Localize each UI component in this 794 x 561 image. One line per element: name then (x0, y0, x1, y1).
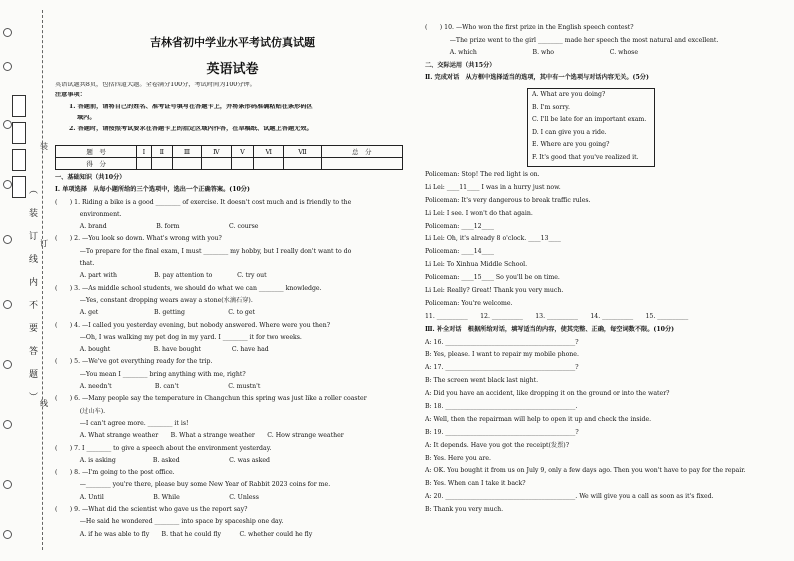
dialogue-line: Policeman: You're welcome. (425, 299, 513, 307)
binding-hole (3, 360, 12, 369)
score-table-header-row (56, 146, 403, 158)
score-header-cell: Ⅵ (254, 146, 284, 158)
question-line: A. bought B. have bought C. have had (55, 346, 269, 354)
question-line: A. get B. getting C. to get (55, 309, 255, 317)
notice-1b: 域内。 (77, 115, 96, 121)
binding-hole (3, 300, 12, 309)
question-line: environment. (55, 210, 122, 218)
score-cell[interactable] (151, 158, 173, 170)
option-item: B. I'm sorry. (532, 103, 570, 111)
option-item: A. What are you doing? (532, 91, 606, 98)
question-line: A. is asking B. asked C. was asked (55, 456, 270, 464)
dialogue-line: B: Yes, please. I want to repair my mobile phone. (425, 351, 579, 359)
question-line: A. needn't B. can't C. mustn't (55, 383, 261, 391)
dialogue-line: Ⅲ. 补全对话 根据所给对话，填写适当的内容，使其完整、正确，每空词数不限。(10分) (425, 325, 675, 333)
question-line: (过山车). (55, 407, 106, 415)
score-header-cell: Ⅲ (173, 146, 202, 158)
question-line: ( ) 7. I ________ to give a speech about the environment yesterday. (55, 444, 272, 452)
name-box[interactable] (12, 149, 26, 171)
exam-subject: 英语试卷 (206, 62, 259, 77)
binding-hole (3, 120, 12, 129)
score-cell[interactable] (137, 158, 151, 170)
score-header-cell: 题 号 (56, 146, 137, 158)
question-line: —Oh, I was walking my pet dog in my yard. I ________ it for two weeks. (55, 333, 302, 341)
question-line: ( ) 9. —What did the scientist who gave us the report say? (55, 506, 248, 514)
score-table (55, 145, 403, 170)
dialogue-line: A: 17. __________________________________________? (425, 364, 579, 372)
score-cell[interactable] (201, 158, 231, 170)
question-line: A. if he was able to fly B. that he could fly C. whether could he fly (55, 530, 313, 538)
binding-hole (3, 420, 12, 429)
question-line: that. (55, 260, 95, 268)
dialogue-line: A: OK. You bought it from us on July 9, only a few days ago. Then you won't have to pay for the repair. (425, 467, 746, 475)
dialogue-line: Li Lei: To Xinhua Middle School. (425, 261, 528, 269)
binding-hole (3, 480, 12, 489)
dialogue-line: Li Lei: Really? Great! Thank you very much. (425, 287, 564, 295)
question-line: A. brand B. form C. course (55, 223, 259, 231)
dialogue-line: B: Thank you very much. (425, 506, 504, 514)
question-line: ( ) 10. —Who won the first prize in the English speech contest? (425, 24, 634, 31)
question-line: ( ) 2. —You look so down. What's wrong with you? (55, 235, 222, 243)
binding-margin (0, 0, 52, 561)
score-header-cell: Ⅱ (151, 146, 173, 158)
exam-number-box[interactable] (12, 176, 26, 198)
bind-mark-zhuang: 装 (40, 142, 48, 151)
score-cell[interactable] (173, 158, 202, 170)
dialogue-line: Li Lei: ____11____ I was in a hurry just now. (425, 183, 561, 191)
school-box[interactable] (12, 95, 26, 117)
dialogue-line: B: Yes. Here you are. (425, 454, 492, 462)
question-line: ( ) 8. —I'm going to the post office. (55, 469, 175, 477)
dialogue-line: A: It depends. Have you got the receipt(发票)? (425, 441, 570, 449)
dialogue-line: Policeman: ____12____ (425, 222, 494, 230)
question-line: —I can't agree more. ________ it is! (55, 419, 189, 427)
score-header-cell: Ⅳ (201, 146, 231, 158)
question-line: A. part with B. pay attention to C. try out (55, 272, 267, 280)
dialogue-line: B: The screen went black last night. (425, 377, 539, 385)
right-dialogue-section (425, 169, 790, 517)
question-line: —You mean I ________ bring anything with me, right? (55, 370, 246, 378)
question-line: ( ) 5. —We've got everything ready for the trip. (55, 358, 213, 366)
dialogue-line: Policeman: It's very dangerous to break traffic rules. (425, 196, 591, 204)
notice-label: 注意事项： (55, 92, 86, 98)
binding-hole (3, 235, 12, 244)
question-line: A. What strange weather B. What a strange weather C. How strange weather (55, 432, 344, 440)
exam-title: 吉林省初中学业水平考试仿真试题 (150, 36, 315, 49)
question-line: Ⅰ. 单项选择 从每小题所给的三个选项中，选出一个正确答案。(10分) (55, 186, 250, 194)
notice-2: 2. 答题时，请按照考试要求在答题卡上的指定区域内作答，在草稿纸、试题上答题无效。 (69, 126, 313, 132)
question-line: A. Until B. While C. Unless (55, 493, 259, 501)
question-line: A. which B. who C. whose (425, 49, 639, 56)
binding-hole (3, 28, 12, 37)
dialogue-line: Policeman: ____15____ So you'll be on time. (425, 274, 560, 282)
question-line: —He said he wondered ________ into space by spaceship one day. (55, 518, 284, 526)
dialogue-line: Policeman: Stop! The red light is on. (425, 171, 540, 178)
question-line: —________ you're there, please buy some New Year of Rabbit 2023 coins for me. (55, 481, 331, 489)
question-line: —Yes, constant dropping wears away a stone(水滴石穿). (55, 296, 253, 304)
dialogue-line: 11. __________ 12. __________ 13. __________ 14. __________ 15. __________ (425, 312, 689, 320)
binding-vertical-notice: （装订线内不要答题） (27, 185, 37, 415)
binding-dashed-line (42, 10, 43, 550)
question-line: 一、基础知识（共10分） (55, 174, 126, 181)
dialogue-line: B: Yes. When can I take it back? (425, 480, 526, 488)
part1-questions (55, 172, 410, 541)
option-item: D. I can give you a ride. (532, 128, 607, 136)
score-cell[interactable] (284, 158, 321, 170)
option-item: E. Where are you going? (532, 141, 610, 149)
score-header-cell: 总 分 (321, 146, 402, 158)
score-cell[interactable] (254, 158, 284, 170)
score-header-cell: Ⅰ (137, 146, 151, 158)
left-column (55, 0, 410, 137)
binding-hole (3, 530, 12, 539)
dialogue-line: B: 18. __________________________________________. (425, 403, 578, 411)
bind-mark-ding: 订 (40, 239, 48, 248)
dialogue-line: Li Lei: I see. I won't do that again. (425, 209, 533, 217)
option-item: F. It's good that you've realized it. (532, 153, 639, 161)
dialogue-line: Li Lei: Oh, it's already 8 o'clock. ____13____ (425, 235, 561, 243)
notice-1: 1. 答题前，请将自己的姓名、准考证号填写在答题卡上，并将条形码准确粘贴在条形码区 (69, 104, 313, 110)
question-line: —To prepare for the final exam, I must ________ my hobby, but I really don't want to do (55, 247, 352, 255)
question-line: Ⅱ. 完成对话 从方框中选择适当的选项，其中有一个选项与对话内容无关。(5分) (425, 74, 649, 81)
question-line: 二、交际运用（共15分） (425, 61, 496, 69)
binding-hole (3, 180, 12, 189)
score-row-label: 得 分 (56, 158, 137, 170)
question-line: ( ) 1. Riding a bike is a good ________ of exercise. It doesn't cost much and is friendly to the (55, 198, 352, 206)
right-top-section (425, 22, 790, 85)
score-cell[interactable] (231, 158, 254, 170)
question-line: ( ) 6. —Many people say the temperature in Changchun this spring was just like a roller coaster (55, 395, 367, 403)
option-item: C. I'll be late for an important exam. (532, 116, 647, 124)
dialogue-line: A: 16. __________________________________________? (425, 338, 579, 346)
binding-hole (3, 62, 12, 71)
dialogue-line: B: 19. __________________________________________? (425, 428, 579, 436)
dialogue-line: Policeman: ____14____ (425, 248, 494, 256)
question-line: ( ) 3. —As middle school students, we should do what we can ________ knowledge. (55, 284, 322, 292)
exam-intro: 英语试题共8页，包括四道大题。全卷满分100分，考试时间为100分钟。 (55, 82, 256, 88)
score-header-cell: Ⅴ (231, 146, 254, 158)
dialogue-line: A: Did you have an accident, like dropping it on the ground or into the water? (425, 390, 670, 398)
dialogue-line: A: Well, then the repairman will help to open it up and check the inside. (425, 415, 652, 423)
score-header-cell: Ⅶ (284, 146, 321, 158)
class-box[interactable] (12, 122, 26, 144)
dialogue-line: A: 20. __________________________________________. We will give you a call as soon as it's fixed. (425, 493, 714, 501)
question-line: ( ) 4. —I called you yesterday evening, but nobody answered. Where were you then? (55, 321, 331, 329)
score-cell[interactable] (321, 158, 402, 170)
question-line: —The prize went to the girl ________ made her speech the most natural and excellent. (425, 36, 719, 44)
bind-mark-xian: 线 (40, 399, 48, 408)
dialogue-option-box (527, 88, 655, 167)
score-table-score-row (56, 158, 403, 170)
